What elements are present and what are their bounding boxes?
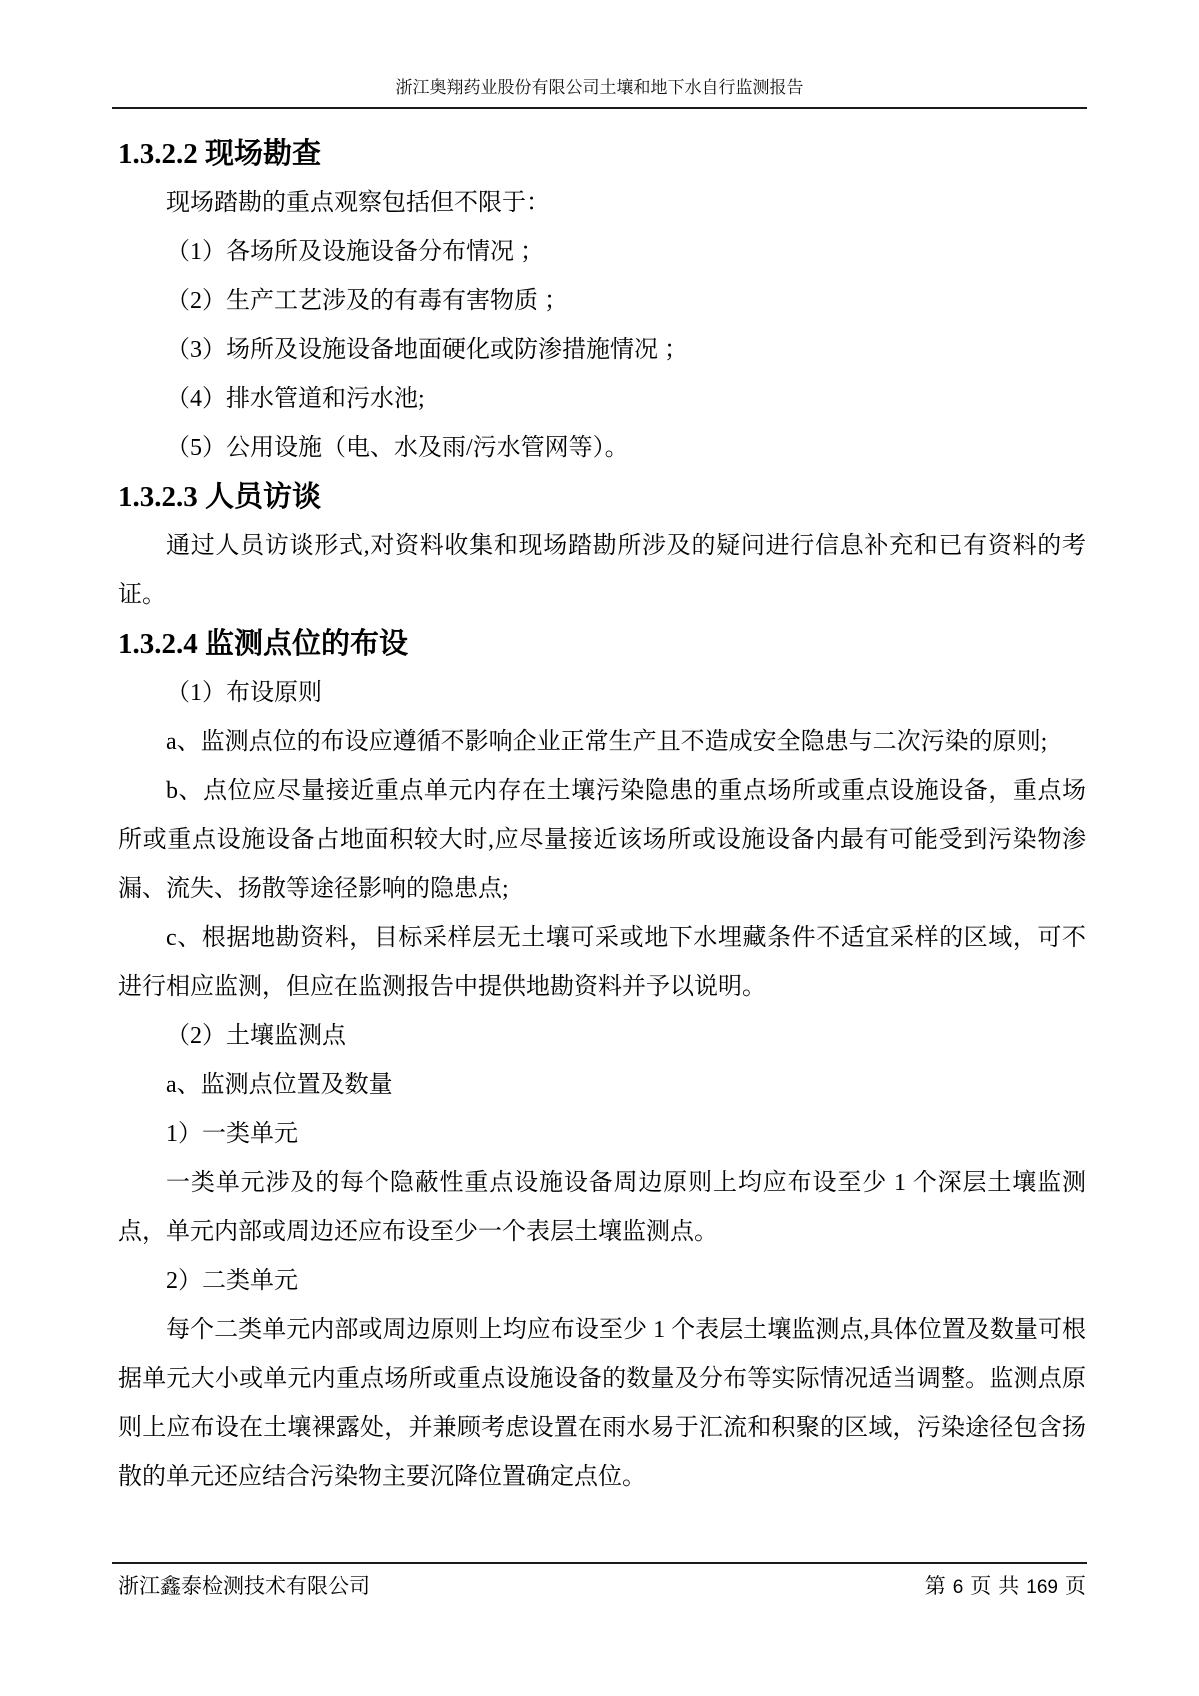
list-item-soil-monitoring-points: （2）土壤监测点 [166,1023,346,1049]
page-indicator [925,1572,1086,1602]
list-item-class2-unit: 2）二类单元 [166,1268,298,1294]
current-page-number: 6 [952,1577,964,1598]
paragraph-principle-c: c、根据地勘资料，目标采样层无土壤可采或地下水埋藏条件不适宜采样的区域，可不进行相应监测，但应在监测报告中提供地勘资料并予以说明。 [118,925,1086,1000]
list-item-class1-unit: 1）一类单元 [166,1121,298,1147]
page-label-prefix: 第 [924,1574,946,1598]
header-rule [112,107,1087,109]
total-label-prefix: 共 [998,1574,1020,1598]
list-item-3: （3）场所及设施设备地面硬化或防渗措施情况 ； [166,337,688,363]
page-footer [118,1572,1086,1602]
page-header-title: 浙江奥翔药业股份有限公司土壤和地下水自行监测报告 [395,78,804,97]
paragraph-point-location-quantity: a、监测点位置及数量 [166,1072,393,1098]
page-label-word: 页 [970,1574,992,1598]
paragraph-survey-intro: 现场踏勘的重点观察包括但不限于： [166,190,550,216]
list-item-1: （1）各场所及设施设备分布情况 ； [166,239,544,265]
footer-company-name: 浙江鑫泰检测技术有限公司 [118,1574,370,1598]
total-label-word: 页 [1065,1574,1086,1598]
paragraph-interview: 通过人员访谈形式,对资料收集和现场踏勘所涉及的疑问进行信息补充和已有资料的考证。 [118,533,1086,608]
list-item-layout-principles: （1）布设原则 [166,680,322,706]
list-item-5: （5）公用设施（电、水及雨/污水管网等）。 [166,435,629,461]
paragraph-principle-a: a、监测点位的布设应遵循不影响企业正常生产且不造成安全隐患与二次污染的原则; [166,729,1048,755]
total-page-number: 169 [1026,1577,1058,1598]
paragraph-class2-unit: 每个二类单元内部或周边原则上均应布设至少 1 个表层土壤监测点,具体位置及数量可根据单元大小或单元内重点场所或重点设施设备的数量及分布等实际情况适当调整。监测点原则上应布设在土壤裸露处，并兼顾考虑设置在雨水易于汇流和积聚的区域，污染途径包含扬散的单元还应结合污染物主要沉降位置确定点位。 [118,1317,1086,1490]
list-item-4: （4）排水管道和污水池; [166,386,425,412]
footer-rule [112,1562,1087,1564]
section-heading-monitoring-point-layout: 1.3.2.4 监测点位的布设 [118,628,409,660]
section-heading-site-survey: 1.3.2.2 现场勘查 [118,138,322,170]
paragraph-class1-unit: 一类单元涉及的每个隐蔽性重点设施设备周边原则上均应布设至少 1 个深层土壤监测点，单元内部或周边还应布设至少一个表层土壤监测点。 [118,1170,1086,1245]
document-body [118,130,1086,1502]
paragraph-principle-b: b、点位应尽量接近重点单元内存在土壤污染隐患的重点场所或重点设施设备，重点场所或重点设施设备占地面积较大时,应尽量接近该场所或设施设备内最有可能受到污染物渗漏、流失、扬散等途径影响的隐患点; [118,778,1086,902]
section-heading-personnel-interview: 1.3.2.3 人员访谈 [118,481,322,513]
list-item-2: （2）生产工艺涉及的有毒有害物质 ； [166,288,568,314]
